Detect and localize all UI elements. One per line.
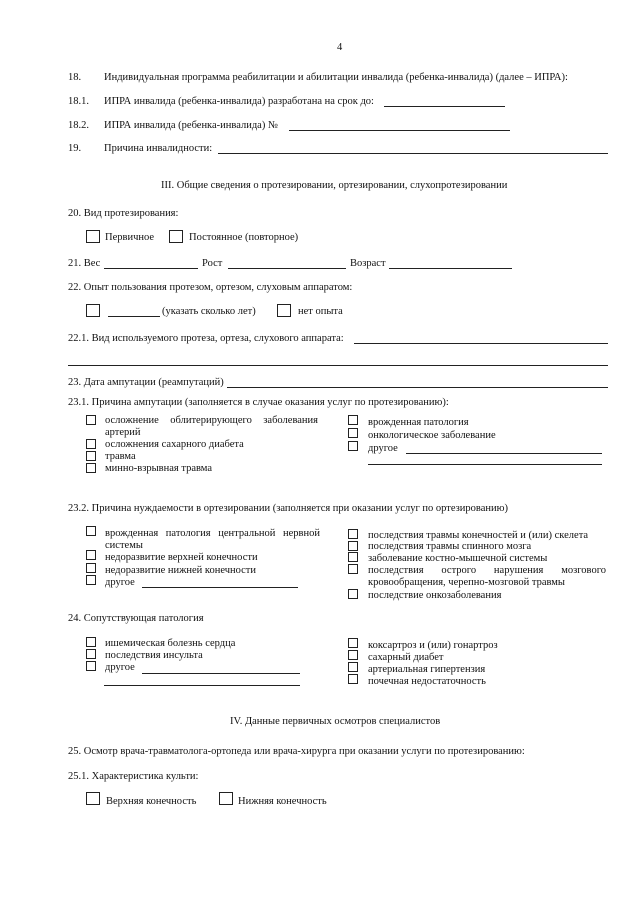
orthosis-cause-label-5: последствия травмы конечностей и (или) скелета — [368, 530, 589, 541]
ipra-number-field[interactable] — [289, 130, 510, 131]
lower-limb-label: Нижняя конечность — [238, 796, 327, 807]
primary-label: Первичное — [105, 232, 155, 243]
orthosis-cause-checkbox-3[interactable] — [86, 563, 96, 573]
height-field[interactable] — [228, 268, 346, 269]
orthosis-cause-checkbox-4[interactable] — [86, 575, 96, 585]
orthosis-cause-checkbox-5[interactable] — [348, 529, 358, 539]
age-label: Возраст — [350, 258, 386, 269]
age-field[interactable] — [389, 268, 512, 269]
amputation-cause-checkbox-4[interactable] — [86, 463, 96, 473]
weight-field[interactable] — [104, 268, 198, 269]
device-type-field-2[interactable] — [68, 365, 608, 366]
orthosis-cause-label-6: последствия травмы спинного мозга — [368, 541, 532, 552]
orthosis-cause-label-4: другое — [105, 577, 135, 588]
amputation-cause-label-5: врожденная патология — [368, 417, 469, 428]
amputation-cause-checkbox-2[interactable] — [86, 439, 96, 449]
lower-limb-checkbox[interactable] — [219, 792, 233, 805]
no-experience-checkbox[interactable] — [277, 304, 291, 317]
orthosis-cause-checkbox-8[interactable] — [348, 564, 358, 574]
item-22-1-label: 22.1. Вид используемого протеза, ортеза, слухового аппарата: — [68, 333, 344, 344]
item-18-number: 18. — [68, 72, 82, 83]
section-3-title: III. Общие сведения о протезировании, ортезировании, слухопротезировании — [161, 180, 508, 191]
comorbidity-checkbox-6[interactable] — [348, 662, 358, 672]
comorbidity-checkbox-4[interactable] — [348, 638, 358, 648]
device-type-field-1[interactable] — [354, 343, 608, 344]
item-20-label: 20. Вид протезирования: — [68, 208, 179, 219]
orthosis-cause-checkbox-2[interactable] — [86, 550, 96, 560]
amputation-cause-label-2: осложнения сахарного диабета — [105, 439, 244, 450]
no-experience-label: нет опыта — [298, 306, 343, 317]
item-18-text: Индивидуальная программа реабилитации и абилитации инвалида (ребенка-инвалида) (далее – ИПРА): — [104, 72, 568, 83]
orthosis-cause-label-2: недоразвитие верхней конечности — [105, 552, 258, 563]
amputation-cause-checkbox-1[interactable] — [86, 415, 96, 425]
orthosis-cause-label-3: недоразвитие нижней конечности — [105, 565, 256, 576]
permanent-checkbox[interactable] — [169, 230, 183, 243]
upper-limb-checkbox[interactable] — [86, 792, 100, 805]
amputation-cause-label-7: другое — [368, 443, 398, 454]
item-19-number: 19. — [68, 143, 82, 154]
amputation-cause-label-1b: артерий — [105, 427, 141, 438]
comorbidity-label-7: почечная недостаточность — [368, 676, 486, 687]
comorbidity-checkbox-7[interactable] — [348, 674, 358, 684]
orthosis-cause-checkbox-7[interactable] — [348, 552, 358, 562]
item-22-label: 22. Опыт пользования протезом, ортезом, слуховым аппаратом: — [68, 282, 353, 293]
comorbidity-checkbox-5[interactable] — [348, 650, 358, 660]
item-18-2-text: ИПРА инвалида (ребенка-инвалида) № — [104, 120, 278, 131]
page-number: 4 — [337, 42, 343, 53]
comorbidity-label-4: коксартроз и (или) гонартроз — [368, 640, 498, 651]
comorbidity-other-field-2[interactable] — [104, 685, 300, 686]
orthosis-cause-checkbox-1[interactable] — [86, 526, 96, 536]
amputation-cause-checkbox-5[interactable] — [348, 415, 358, 425]
comorbidity-label-3: другое — [105, 662, 135, 673]
item-23-2-label: 23.2. Причина нуждаемости в ортезировании (заполняется при оказании услуг по ортезированию) — [68, 503, 508, 514]
ipra-term-field[interactable] — [384, 106, 505, 107]
section-4-title: IV. Данные первичных осмотров специалистов — [230, 716, 441, 727]
orthosis-cause-label-1b: системы — [105, 540, 143, 551]
height-label: Рост — [202, 258, 223, 269]
comorbidity-label-1: ишемическая болезнь сердца — [105, 638, 236, 649]
item-23-label: 23. Дата ампутации (реампутаций) — [68, 377, 224, 388]
amputation-cause-label-1: осложнение облитерирующего заболевания — [105, 415, 318, 426]
item-18-1-number: 18.1. — [68, 96, 89, 107]
orthosis-cause-label-8b: кровообращения, черепно-мозговой травмы — [368, 577, 565, 588]
disability-cause-field[interactable] — [218, 153, 608, 154]
comorbidity-checkbox-3[interactable] — [86, 661, 96, 671]
permanent-label: Постоянное (повторное) — [189, 232, 299, 243]
item-19-text: Причина инвалидности: — [104, 143, 213, 154]
item-18-2-number: 18.2. — [68, 120, 89, 131]
orthosis-cause-label-7: заболевание костно-мышечной системы — [368, 553, 548, 564]
comorbidity-checkbox-2[interactable] — [86, 649, 96, 659]
orthosis-other-field[interactable] — [142, 587, 298, 588]
orthosis-cause-checkbox-6[interactable] — [348, 541, 358, 551]
comorbidity-checkbox-1[interactable] — [86, 637, 96, 647]
amputation-cause-label-6: онкологическое заболевание — [368, 430, 496, 441]
item-18-1-text: ИПРА инвалида (ребенка-инвалида) разработана на срок до: — [104, 96, 374, 107]
comorbidity-label-2: последствия инсульта — [105, 650, 203, 661]
item-23-1-label: 23.1. Причина ампутации (заполняется в случае оказания услуг по протезированию): — [68, 397, 449, 408]
amputation-other-field-2[interactable] — [368, 464, 602, 465]
amputation-cause-checkbox-6[interactable] — [348, 428, 358, 438]
item-25-1-label: 25.1. Характеристика культи: — [68, 771, 199, 782]
orthosis-cause-label-1: врожденная патология центральной нервной — [105, 528, 320, 539]
amputation-cause-label-3: травма — [105, 451, 136, 462]
orthosis-cause-label-9: последствие онкозаболевания — [368, 590, 502, 601]
amputation-cause-label-4: минно-взрывная травма — [105, 463, 212, 474]
experience-checkbox[interactable] — [86, 304, 100, 317]
comorbidity-label-5: сахарный диабет — [368, 652, 444, 663]
amputation-date-field[interactable] — [227, 387, 608, 388]
upper-limb-label: Верхняя конечность — [106, 796, 197, 807]
amputation-other-field-1[interactable] — [406, 453, 602, 454]
amputation-cause-checkbox-7[interactable] — [348, 441, 358, 451]
weight-label: 21. Вес — [68, 258, 101, 269]
primary-checkbox[interactable] — [86, 230, 100, 243]
comorbidity-other-field-1[interactable] — [142, 673, 300, 674]
orthosis-cause-checkbox-9[interactable] — [348, 589, 358, 599]
experience-years-label: (указать сколько лет) — [162, 306, 256, 317]
experience-years-field[interactable] — [108, 316, 160, 317]
amputation-cause-checkbox-3[interactable] — [86, 451, 96, 461]
item-25-label: 25. Осмотр врача-травматолога-ортопеда или врача-хирурга при оказании услуги по протезированию: — [68, 746, 525, 757]
orthosis-cause-label-8: последствия острого нарушения мозгового — [368, 565, 606, 576]
item-24-label: 24. Сопутствующая патология — [68, 613, 204, 624]
comorbidity-label-6: артериальная гипертензия — [368, 664, 486, 675]
